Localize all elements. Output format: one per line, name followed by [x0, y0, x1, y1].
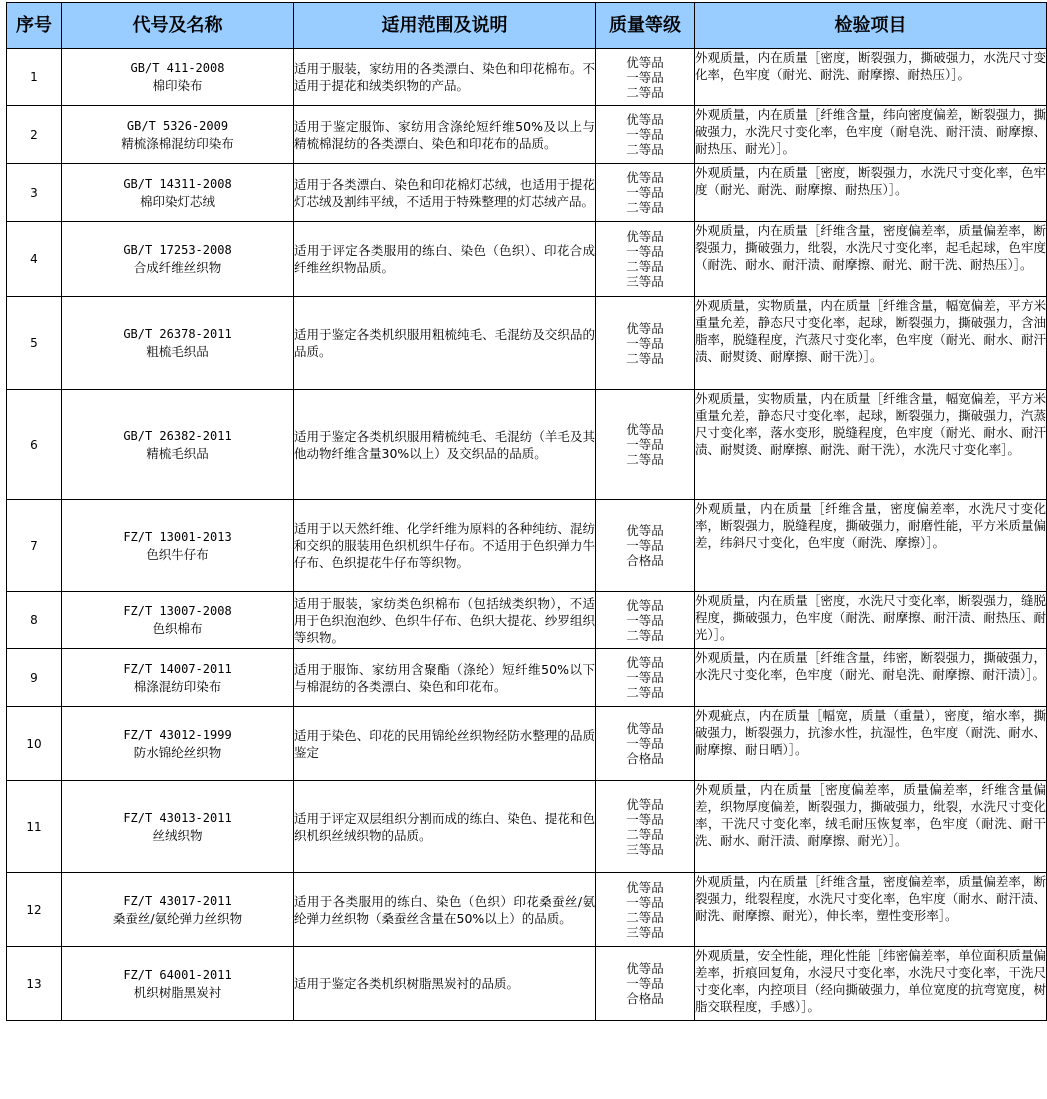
row-inspection-items: 外观质量，内在质量［密度，水洗尺寸变化率，断裂强力，缝脱程度，撕破强力，色牢度（耐洗、耐摩擦、耐汗渍、耐热压、耐光）］。 — [695, 592, 1047, 649]
row-inspection-items: 外观质量，实物质量，内在质量［纤维含量，幅宽偏差，平方米重量允差，静态尺寸变化率，起球，断裂强力，撕破强力，汽蒸尺寸变化率，落水变形，脱缝程度，色牢度（耐光、耐水、耐汗渍、耐熨烫、耐摩擦、耐洗、耐干洗），水洗尺寸变化率］。 — [695, 390, 1047, 500]
row-seq: 13 — [7, 947, 62, 1021]
row-grades — [596, 106, 695, 164]
standard-code: FZ/T 43013-2011 — [123, 810, 232, 825]
grade-label: 一等品 — [626, 69, 664, 85]
grade-label: 一等品 — [626, 538, 664, 553]
row-scope: 适用于染色、印花的民用锦纶丝织物经防水整理的品质鉴定 — [294, 707, 596, 781]
row-grades — [596, 164, 695, 222]
grade-label: 优等品 — [626, 879, 664, 895]
row-seq: 2 — [7, 106, 62, 164]
standard-code: FZ/T 43017-2011 — [123, 893, 232, 908]
grade-label: 一等品 — [626, 811, 664, 827]
standard-code: GB/T 26378-2011 — [123, 327, 232, 341]
grade-label: 三等品 — [626, 841, 664, 857]
grade-label: 二等品 — [626, 826, 664, 842]
grade-label: 优等品 — [626, 229, 664, 244]
standard-name: 棉印染灯芯绒 — [139, 193, 215, 209]
table-row — [7, 49, 1047, 106]
row-seq: 10 — [7, 707, 62, 781]
grade-label: 合格品 — [626, 553, 664, 568]
table-row — [7, 390, 1047, 500]
row-code-name — [62, 873, 294, 947]
standard-code: GB/T 411-2008 — [130, 61, 225, 75]
grade-label: 二等品 — [626, 350, 664, 366]
row-seq: 8 — [7, 592, 62, 649]
row-scope: 适用于各类漂白、染色和印花棉灯芯绒，也适用于提花灯芯绒及割纬平绒，不适用于特殊整理的灯芯绒产品。 — [294, 164, 596, 222]
table-row — [7, 873, 1047, 947]
grade-label: 一等品 — [626, 185, 664, 200]
grade-label: 优等品 — [626, 54, 664, 70]
row-grades — [596, 873, 695, 947]
row-grades — [596, 707, 695, 781]
row-scope: 适用于鉴定服饰、家纺用含涤纶短纤维50%及以上与精梳棉混纺的各类漂白、染色和印花布的品质。 — [294, 106, 596, 164]
table-row — [7, 649, 1047, 707]
grade-label: 三等品 — [626, 924, 664, 940]
row-seq: 7 — [7, 500, 62, 592]
row-scope: 适用于鉴定各类机织服用粗梳纯毛、毛混纺及交织品的品质。 — [294, 297, 596, 390]
grade-label: 一等品 — [626, 437, 664, 452]
grade-label: 优等品 — [626, 597, 664, 613]
grade-label: 合格品 — [626, 751, 664, 766]
grade-label: 优等品 — [626, 320, 664, 336]
row-inspection-items: 外观质量，安全性能，理化性能［纬密偏差率，单位面积质量偏差率，折痕回复角，水浸尺寸变化率，水洗尺寸变化率，干洗尺寸变化率，内控项目（经向撕破强力，单位宽度的抗弯宽度，树脂交联程度，手感）］。 — [695, 947, 1047, 1021]
grade-label: 优等品 — [626, 112, 664, 127]
row-seq: 1 — [7, 49, 62, 106]
table-row — [7, 707, 1047, 781]
row-inspection-items: 外观质量，内在质量［纤维含量，密度偏差率，质量偏差率，断裂强力，撕破强力，纰裂，水洗尺寸变化率，起毛起球，色牢度（耐洗、耐水、耐汗渍、耐摩擦、耐光、耐干洗、耐热压）］。 — [695, 222, 1047, 297]
standard-name: 桑蚕丝/氨纶弹力丝织物 — [112, 910, 243, 926]
row-grades — [596, 222, 695, 297]
standard-code: GB/T 14311-2008 — [123, 176, 232, 191]
header-row — [7, 3, 1047, 49]
standard-name: 精梳毛织品 — [146, 445, 209, 461]
standard-name: 色织棉布 — [152, 621, 203, 636]
grade-label: 优等品 — [626, 796, 664, 812]
row-inspection-items: 外观质量，内在质量［纤维含量，纬密，断裂强力，撕破强力，水洗尺寸变化率，色牢度（耐光、耐皂洗、耐摩擦、耐汗渍）］。 — [695, 649, 1047, 707]
grade-label: 一等品 — [626, 335, 664, 351]
row-grades — [596, 297, 695, 390]
table-row — [7, 592, 1047, 649]
row-grades — [596, 49, 695, 106]
row-grades — [596, 947, 695, 1021]
row-scope: 适用于评定双层组织分割而成的练白、染色、提花和色织机织丝绒织物的品质。 — [294, 781, 596, 873]
row-scope: 适用于鉴定各类机织树脂黑炭衬的品质。 — [294, 947, 596, 1021]
row-scope: 适用于服装，家纺类色织棉布（包括绒类织物），不适用于色织泡泡纱、色织牛仔布、色织大提花、纱罗组织等织物。 — [294, 592, 596, 649]
row-scope: 适用于服装，家纺用的各类漂白、染色和印花棉布。不适用于提花和绒类织物的产品。 — [294, 49, 596, 106]
row-scope: 适用于以天然纤维、化学纤维为原料的各种纯纺、混纺和交织的服装用色织机织牛仔布。不适用于色织弹力牛仔布、色织提花牛仔布等织物。 — [294, 500, 596, 592]
grade-label: 二等品 — [626, 200, 664, 215]
row-scope: 适用于评定各类服用的练白、染色（色织）、印花合成纤维丝织物品质。 — [294, 222, 596, 297]
grade-label: 优等品 — [626, 721, 664, 736]
grade-label: 一等品 — [626, 670, 664, 685]
standard-code: GB/T 5326-2009 — [126, 118, 229, 133]
row-code-name — [62, 164, 294, 222]
grade-label: 二等品 — [626, 84, 664, 100]
row-inspection-items: 外观质量，内在质量［密度偏差率，质量偏差率，纤维含量偏差，织物厚度偏差，断裂强力，撕破强力，纰裂，水洗尺寸变化率，干洗尺寸变化率，绒毛耐压恢复率，色牢度（耐洗、耐干洗、耐水、耐汗渍、耐摩擦、耐光）］。 — [695, 781, 1047, 873]
grade-label: 二等品 — [626, 627, 664, 643]
row-seq: 12 — [7, 873, 62, 947]
standard-name: 机织树脂黑炭衬 — [133, 984, 222, 1000]
row-code-name — [62, 222, 294, 297]
standard-name: 棉涤混纺印染布 — [133, 678, 222, 694]
row-grades — [596, 500, 695, 592]
standard-code: FZ/T 13007-2008 — [123, 604, 232, 618]
row-seq: 4 — [7, 222, 62, 297]
row-code-name — [62, 500, 294, 592]
grade-label: 一等品 — [626, 736, 664, 751]
standards-table — [6, 2, 1047, 1021]
standard-code: FZ/T 64001-2011 — [123, 967, 232, 982]
standard-name: 合成纤维丝织物 — [133, 260, 222, 275]
standard-name: 防水锦纶丝织物 — [133, 744, 222, 760]
row-code-name — [62, 592, 294, 649]
standard-code: FZ/T 13001-2013 — [123, 529, 232, 544]
row-inspection-items: 外观疵点，内在质量［幅宽，质量（重量），密度，缩水率，撕破强力，断裂强力，抗渗水性，抗湿性，色牢度（耐洗、耐水、耐摩擦、耐日晒）］。 — [695, 707, 1047, 781]
row-scope: 适用于各类服用的练白、染色（色织）印花桑蚕丝/氨纶弹力丝织物（桑蚕丝含量在50%以上）的品质。 — [294, 873, 596, 947]
header-code-name: 代号及名称 — [62, 3, 294, 49]
header-items: 检验项目 — [695, 3, 1047, 49]
grade-label: 一等品 — [626, 612, 664, 628]
header-scope: 适用范围及说明 — [294, 3, 596, 49]
standard-name: 精梳涤棉混纺印染布 — [121, 135, 234, 151]
grade-label: 二等品 — [626, 909, 664, 925]
row-inspection-items: 外观质量，实物质量，内在质量［纤维含量，幅宽偏差，平方米重量允差，静态尺寸变化率，起球，断裂强力，撕破强力，含油脂率，脱缝程度，汽蒸尺寸变化率，色牢度（耐光、耐水、耐汗渍、耐熨烫、耐摩擦、耐干洗）］。 — [695, 297, 1047, 390]
grade-label: 一等品 — [626, 244, 664, 259]
row-code-name — [62, 297, 294, 390]
row-seq: 11 — [7, 781, 62, 873]
row-inspection-items: 外观质量，内在质量［纤维含量，纬向密度偏差，断裂强力，撕破强力，水洗尺寸变化率，色牢度（耐皂洗、耐汗渍、耐摩擦、耐热压、耐光）］。 — [695, 106, 1047, 164]
grade-label: 一等品 — [626, 976, 664, 991]
grade-label: 优等品 — [626, 961, 664, 976]
row-code-name — [62, 390, 294, 500]
row-grades — [596, 592, 695, 649]
grade-label: 优等品 — [626, 170, 664, 185]
standard-name: 色织牛仔布 — [146, 546, 209, 562]
row-seq: 5 — [7, 297, 62, 390]
grade-label: 三等品 — [626, 274, 664, 289]
grade-label: 二等品 — [626, 685, 664, 700]
row-inspection-items: 外观质量，内在质量［纤维含量，密度偏差率，水洗尺寸变化率，断裂强力，脱缝程度，撕破强力，耐磨性能，平方米质量偏差，纬斜尺寸变化，色牢度（耐洗、摩擦）］。 — [695, 500, 1047, 592]
row-scope: 适用于鉴定各类机织服用精梳纯毛、毛混纺（羊毛及其他动物纤维含量30%以上）及交织品的品质。 — [294, 390, 596, 500]
grade-label: 优等品 — [626, 655, 664, 670]
row-inspection-items: 外观质量，内在质量［纤维含量，密度偏差率，质量偏差率，断裂强力，纰裂程度，水洗尺寸变化率，色牢度（耐水、耐汗渍、耐洗、耐摩擦、耐光），伸长率，塑性变形率］。 — [695, 873, 1047, 947]
header-seq: 序号 — [7, 3, 62, 49]
table-row — [7, 500, 1047, 592]
grade-label: 一等品 — [626, 894, 664, 910]
table-row — [7, 222, 1047, 297]
standard-code: FZ/T 43012-1999 — [123, 727, 232, 742]
grade-label: 一等品 — [626, 127, 664, 142]
row-code-name — [62, 947, 294, 1021]
standard-name: 丝绒织物 — [152, 827, 203, 843]
row-code-name — [62, 49, 294, 106]
row-grades — [596, 781, 695, 873]
table-row — [7, 297, 1047, 390]
row-code-name — [62, 106, 294, 164]
row-inspection-items: 外观质量，内在质量［密度，断裂强力，水洗尺寸变化率，色牢度（耐光、耐洗、耐摩擦、耐热压）］。 — [695, 164, 1047, 222]
row-scope: 适用于服饰、家纺用含聚酯（涤纶）短纤维50%以下与棉混纺的各类漂白、染色和印花布。 — [294, 649, 596, 707]
standard-name: 棉印染布 — [152, 78, 203, 93]
row-grades — [596, 390, 695, 500]
row-code-name — [62, 707, 294, 781]
grade-label: 二等品 — [626, 259, 664, 274]
row-code-name — [62, 649, 294, 707]
grade-label: 优等品 — [626, 523, 664, 538]
header-grade: 质量等级 — [596, 3, 695, 49]
table-row — [7, 164, 1047, 222]
grade-label: 合格品 — [626, 991, 664, 1006]
grade-label: 优等品 — [626, 422, 664, 437]
row-seq: 6 — [7, 390, 62, 500]
table-row — [7, 947, 1047, 1021]
table-row — [7, 781, 1047, 873]
standard-code: FZ/T 14007-2011 — [123, 661, 232, 676]
row-seq: 3 — [7, 164, 62, 222]
grade-label: 二等品 — [626, 452, 664, 467]
grade-label: 二等品 — [626, 142, 664, 157]
row-code-name — [62, 781, 294, 873]
row-seq: 9 — [7, 649, 62, 707]
row-grades — [596, 649, 695, 707]
standard-code: GB/T 26382-2011 — [123, 428, 232, 443]
table-row — [7, 106, 1047, 164]
row-inspection-items: 外观质量，内在质量［密度，断裂强力，撕破强力，水洗尺寸变化率，色牢度（耐光、耐洗、耐摩擦、耐热压）］。 — [695, 49, 1047, 106]
standard-name: 粗梳毛织品 — [146, 344, 209, 359]
standard-code: GB/T 17253-2008 — [123, 243, 232, 257]
